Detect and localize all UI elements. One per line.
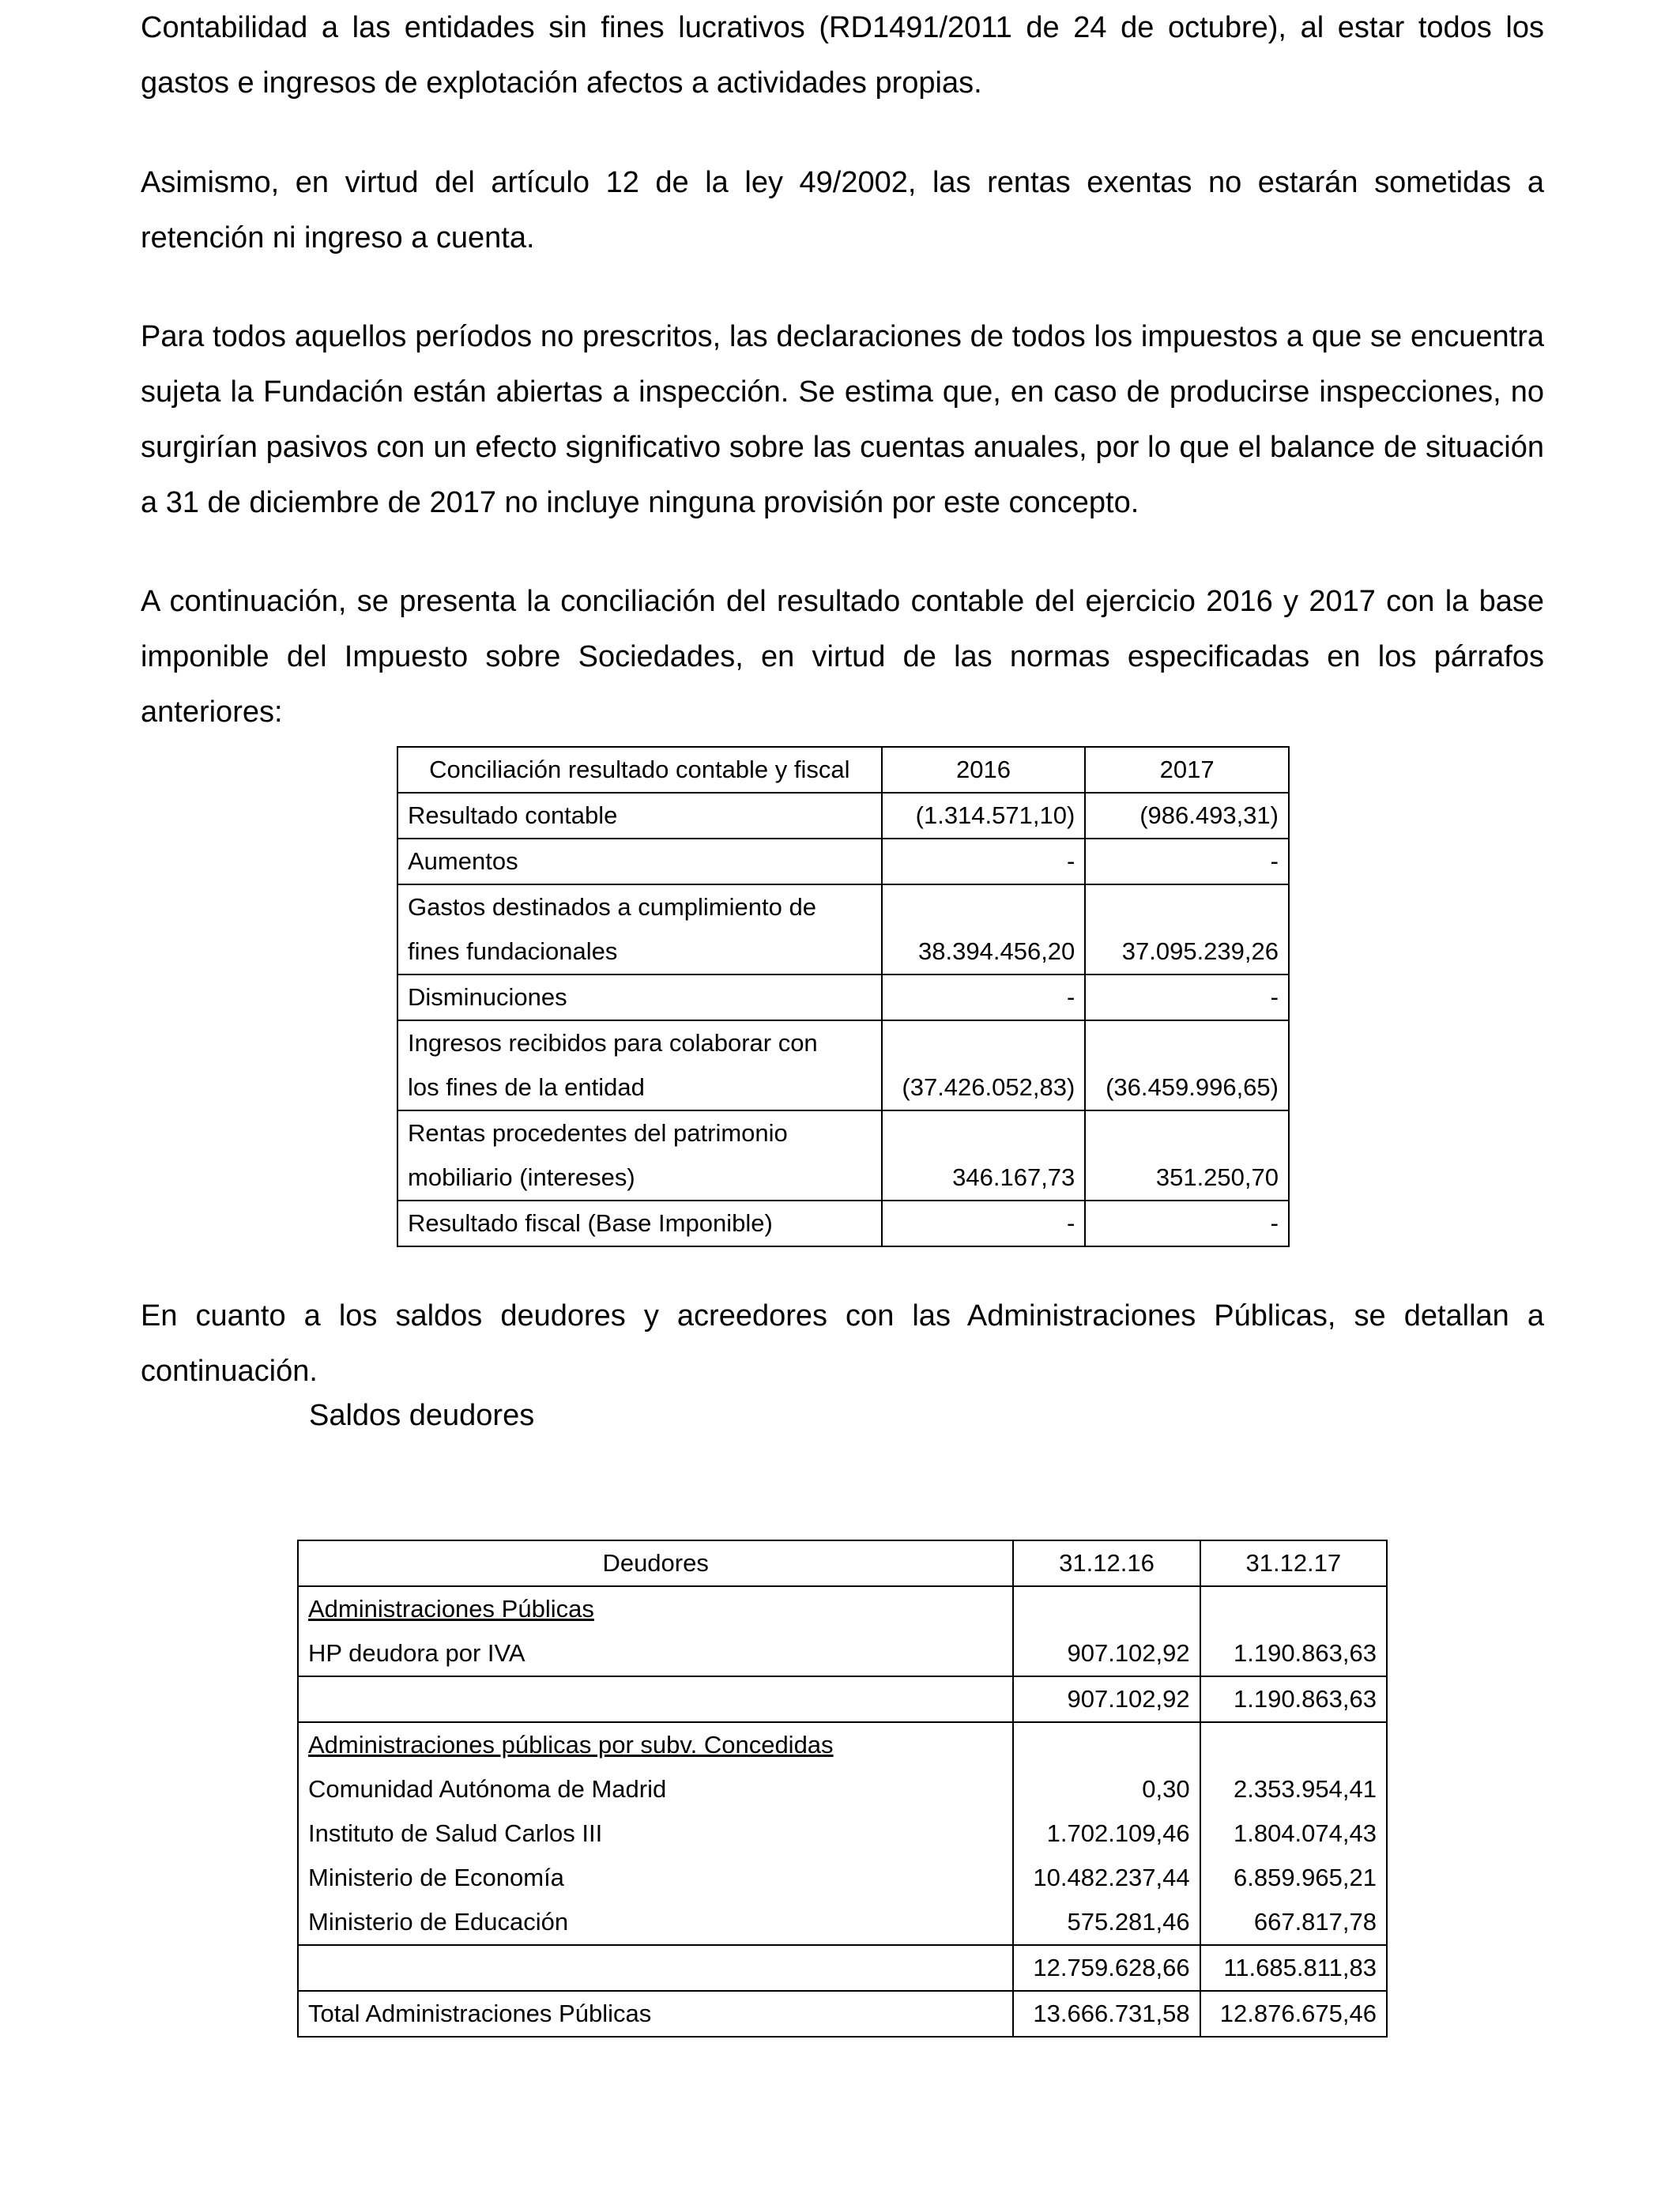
empty-cell [1200, 1586, 1387, 1631]
table-row [298, 1767, 1387, 1811]
row-label [397, 1020, 882, 1110]
value-2016: (1.314.571,10) [882, 793, 1086, 839]
row-label-line2: los fines de la entidad [408, 1073, 645, 1101]
header-cell-311217: 31.12.17 [1200, 1540, 1387, 1586]
value-2016: - [882, 839, 1086, 884]
empty-cell [1200, 1722, 1387, 1767]
value-2017: - [1085, 1201, 1289, 1246]
value-2017: (36.459.996,65) [1085, 1020, 1289, 1110]
table-row [298, 1631, 1387, 1676]
table-header-row [397, 747, 1289, 793]
empty-cell [1013, 1586, 1200, 1631]
header-cell-311216: 31.12.16 [1013, 1540, 1200, 1586]
subtotal-row [298, 1676, 1387, 1722]
row-label: Ministerio de Educación [298, 1900, 1013, 1945]
row-label-line1: Ingresos recibidos para colaborar con [408, 1029, 818, 1057]
paragraph-conciliacion-intro: A continuación, se presenta la conciliación del resultado contable del ejercicio 2016 y 2017 con la base imponible del Impuesto sobre Sociedades, en virtud de las normas especificadas en los párrafos anteriores: [141, 585, 1544, 729]
header-cell-concept: Conciliación resultado contable y fiscal [397, 747, 882, 793]
total-row [298, 1991, 1387, 2037]
value-311217: 1.190.863,63 [1200, 1631, 1387, 1676]
table-row [397, 974, 1289, 1020]
value-2016: 346.167,73 [882, 1110, 1086, 1201]
total-label: Total Administraciones Públicas [298, 1991, 1013, 2037]
empty-cell [298, 1676, 1013, 1722]
row-label: HP deudora por IVA [298, 1631, 1013, 1676]
table-row [298, 1811, 1387, 1856]
subtotal-311216: 12.759.628,66 [1013, 1945, 1200, 1991]
row-label [397, 884, 882, 974]
value-311217: 1.804.074,43 [1200, 1811, 1387, 1856]
paragraph-inspeccion: Para todos aquellos períodos no prescritos, las declaraciones de todos los impuestos a que se encuentra sujeta la Fundación están abiertas a inspección. Se estima que, en caso de producirse inspecciones, no surgirían pasivos con un efecto significativo sobre las cuentas anuales, por lo que el balance de situación a 31 de diciembre de 2017 no incluye ninguna provisión por este concepto. [141, 320, 1544, 519]
saldos-deudores-heading: Saldos deudores [309, 1399, 535, 1432]
empty-cell [298, 1945, 1013, 1991]
total-311217: 12.876.675,46 [1200, 1991, 1387, 2037]
table-row [397, 1201, 1289, 1246]
paragraph-regimen-fiscal: Contabilidad a las entidades sin fines lucrativos (RD1491/2011 de 24 de octubre), al estar todos los gastos e ingresos de explotación afectos a actividades propias. [141, 11, 1544, 100]
value-311216: 575.281,46 [1013, 1900, 1200, 1945]
group-title-row [298, 1722, 1387, 1767]
row-label-line1: Gastos destinados a cumplimiento de [408, 893, 816, 921]
row-label-line2: fines fundacionales [408, 937, 618, 965]
row-label-line1: Rentas procedentes del patrimonio [408, 1119, 788, 1147]
empty-cell [1013, 1722, 1200, 1767]
table-row [397, 1110, 1289, 1201]
value-311216: 0,30 [1013, 1767, 1200, 1811]
paragraph-saldos-intro: En cuanto a los saldos deudores y acreedores con las Administraciones Públicas, se detallan a continuación. [141, 1299, 1544, 1388]
value-311217: 667.817,78 [1200, 1900, 1387, 1945]
value-2016: - [882, 1201, 1086, 1246]
value-311217: 2.353.954,41 [1200, 1767, 1387, 1811]
row-label: Aumentos [397, 839, 882, 884]
value-311216: 1.702.109,46 [1013, 1811, 1200, 1856]
value-2016: 38.394.456,20 [882, 884, 1086, 974]
group-title-text: Administraciones públicas por subv. Concedidas [308, 1731, 834, 1759]
table-row [298, 1900, 1387, 1945]
value-2016: - [882, 974, 1086, 1020]
value-2017: - [1085, 974, 1289, 1020]
row-label-line2: mobiliario (intereses) [408, 1163, 635, 1191]
row-label: Disminuciones [397, 974, 882, 1020]
header-cell-2016: 2016 [882, 747, 1086, 793]
subtotal-311217: 11.685.811,83 [1200, 1945, 1387, 1991]
value-311216: 907.102,92 [1013, 1631, 1200, 1676]
subtotal-row [298, 1945, 1387, 1991]
table-header-row [298, 1540, 1387, 1586]
table-row [397, 839, 1289, 884]
value-2017: - [1085, 839, 1289, 884]
row-label: Ministerio de Economía [298, 1856, 1013, 1900]
table-row [298, 1856, 1387, 1900]
row-label: Resultado contable [397, 793, 882, 839]
value-2017: 351.250,70 [1085, 1110, 1289, 1201]
row-label: Instituto de Salud Carlos III [298, 1811, 1013, 1856]
value-311216: 10.482.237,44 [1013, 1856, 1200, 1900]
value-2017: 37.095.239,26 [1085, 884, 1289, 974]
group-title [298, 1722, 1013, 1767]
header-cell-2017: 2017 [1085, 747, 1289, 793]
group-title [298, 1586, 1013, 1631]
row-label: Resultado fiscal (Base Imponible) [397, 1201, 882, 1246]
table-row [397, 884, 1289, 974]
value-2017: (986.493,31) [1085, 793, 1289, 839]
paragraph-rentas-exentas: Asimismo, en virtud del artículo 12 de la ley 49/2002, las rentas exentas no estarán sometidas a retención ni ingreso a cuenta. [141, 166, 1544, 254]
subtotal-311217: 1.190.863,63 [1200, 1676, 1387, 1722]
header-cell-deudores: Deudores [298, 1540, 1013, 1586]
group-title-row [298, 1586, 1387, 1631]
table-row [397, 793, 1289, 839]
value-2016: (37.426.052,83) [882, 1020, 1086, 1110]
total-311216: 13.666.731,58 [1013, 1991, 1200, 2037]
row-label [397, 1110, 882, 1201]
group-title-text: Administraciones Públicas [308, 1595, 594, 1623]
conciliacion-table [397, 746, 1290, 1247]
deudores-table [297, 1540, 1388, 2038]
table-row [397, 1020, 1289, 1110]
subtotal-311216: 907.102,92 [1013, 1676, 1200, 1722]
row-label: Comunidad Autónoma de Madrid [298, 1767, 1013, 1811]
value-311217: 6.859.965,21 [1200, 1856, 1387, 1900]
